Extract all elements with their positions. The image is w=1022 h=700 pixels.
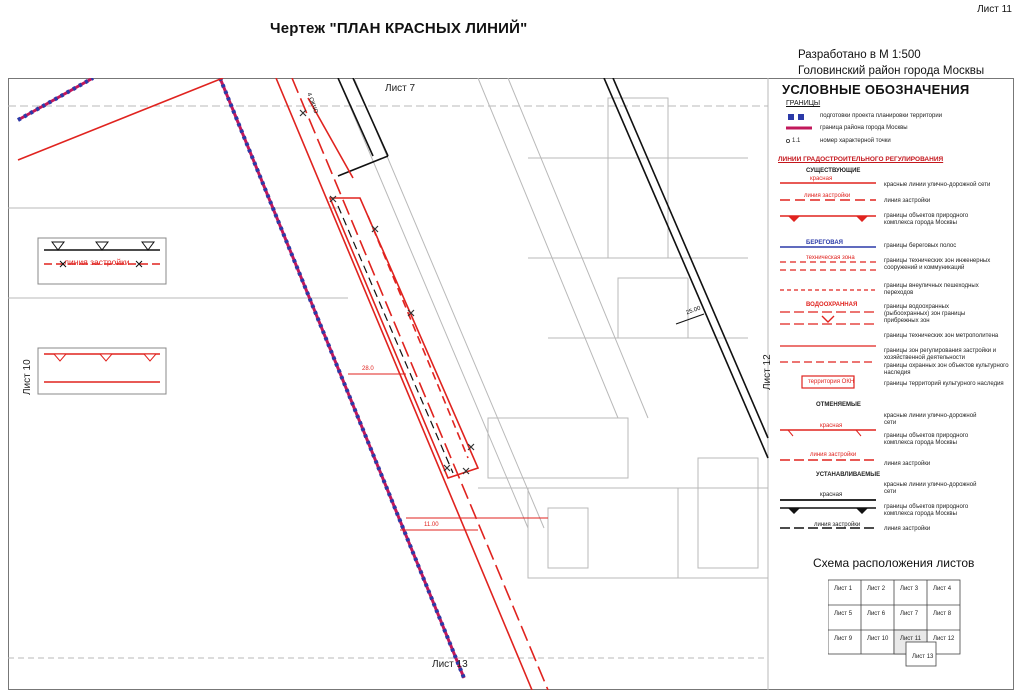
scheme-cell-8: Лист 8: [933, 611, 952, 617]
legend-cancelled-tag-building: линия застройки: [810, 452, 857, 458]
legend-cancelled-heading: ОТМЕНЯЕМЫЕ: [816, 402, 861, 408]
legend-tag-okn: территория ОКН: [808, 379, 855, 385]
scheme-cell-10: Лист 10: [867, 636, 889, 642]
scheme-cell-12: Лист 12: [933, 636, 955, 642]
scheme-cell-9: Лист 9: [834, 636, 853, 642]
street-fragment: 4 ОКЧО: [305, 92, 319, 115]
legend-lines-heading: ЛИНИИ ГРАДОСТРОИТЕЛЬНОГО РЕГУЛИРОВАНИЯ: [778, 156, 944, 163]
legend-border-project: подготовки проекта планировки территории: [820, 113, 943, 119]
adjacent-sheet-right: Лист 12: [762, 354, 773, 390]
scheme-cell-7: Лист 7: [900, 611, 919, 617]
legend-existing-red: красные линии улично-дорожной сети: [884, 182, 991, 188]
scheme-cell-2: Лист 2: [867, 586, 886, 592]
legend-existing-heritage: границы территорий культурного наследия: [884, 381, 1004, 387]
legend-cancelled-red: красные линии улично-дорожной сети: [884, 413, 977, 426]
adjacent-sheet-top: Лист 7: [385, 83, 416, 94]
road-lines: [338, 78, 768, 458]
sheet-number: Лист 11: [977, 4, 1012, 15]
legend-new-tag-building: линия застройки: [814, 522, 861, 528]
dimension-25: 25.00: [685, 305, 702, 317]
legend-new-heading: УСТАНАВЛИВАЕМЫЕ: [816, 472, 881, 478]
legend-existing-bank: границы береговых полос: [884, 243, 957, 249]
scheme-cell-5: Лист 5: [834, 611, 853, 617]
legend-tag-water: ВОДООХРАННАЯ: [806, 302, 858, 308]
legend-cancelled-building: линия застройки: [884, 461, 931, 467]
scale-line: Разработано в М 1:500: [798, 49, 921, 61]
legend-point-label: 1.1: [792, 138, 801, 144]
legend-existing-regulation: границы зон регулирования застройки и хозяйственной деятельности: [884, 348, 997, 361]
legend-tag-red: красная: [810, 176, 833, 182]
legend-panel: [776, 80, 1012, 536]
inset-building-line-new: [38, 348, 166, 394]
legend-existing-metro: границы технических зон метрополитена: [884, 333, 999, 339]
legend-existing-water: границы водоохранных (рыбоохранных) зон границы прибрежных зон: [884, 304, 966, 324]
scheme-cell-1: Лист 1: [834, 586, 853, 592]
legend-border-district: граница района города Москвы: [820, 125, 908, 131]
scheme-cell-11: Лист 11: [900, 636, 921, 642]
legend-existing-nature: границы объектов природного комплекса города Москвы: [884, 213, 969, 226]
dimension-marks: [348, 374, 478, 530]
legend-tag-bank: БЕРЕГОВАЯ: [806, 240, 843, 246]
dim-mark-25: [676, 314, 704, 324]
legend-existing-crossing: границы внеуличных пешеходных переходов: [884, 283, 979, 296]
legend-borders-heading: ГРАНИЦЫ: [786, 100, 821, 107]
scale-note: [798, 47, 984, 79]
dimension-28: 28.0: [362, 366, 374, 372]
characteristic-points: [300, 110, 474, 474]
scheme-cell-13: Лист 13: [912, 654, 934, 660]
legend-existing-tech: границы технических зон инженерных сооружений и коммуникаций: [884, 258, 991, 271]
legend-tag-building: линия застройки: [804, 193, 851, 199]
scheme-cell-4: Лист 4: [933, 586, 952, 592]
legend-new-red: красные линии улично-дорожной сети: [884, 482, 977, 495]
legend-cancelled-tag-red: красная: [820, 423, 843, 429]
legend-existing-heading: СУЩЕСТВУЮЩИЕ: [806, 168, 861, 174]
sheet-scheme-title: Схема расположения листов: [813, 556, 975, 570]
legend-border-point: номер характерной точки: [820, 138, 891, 144]
legend-existing-protection: границы охранных зон объектов культурного наследия: [884, 363, 1009, 376]
legend-new-tag-red: красная: [820, 492, 843, 498]
legend-new-nature: границы объектов природного комплекса города Москвы: [884, 504, 969, 517]
district-line: Головинский район города Москвы: [798, 65, 985, 77]
sheet-scheme-grid: [828, 578, 968, 682]
scheme-cell-3: Лист 3: [900, 586, 919, 592]
dimension-11: 11.00: [424, 522, 439, 528]
legend-tag-tech: техническая зона: [806, 255, 855, 261]
adjacent-sheet-bottom: Лист 13: [432, 659, 468, 670]
legend-new-building: линия застройки: [884, 526, 931, 532]
legend-cancelled-nature: границы объектов природного комплекса города Москвы: [884, 433, 969, 446]
drawing-title: Чертеж "ПЛАН КРАСНЫХ ЛИНИЙ": [270, 20, 528, 37]
legend-existing-building: линия застройки: [884, 198, 931, 204]
scheme-cell-6: Лист 6: [867, 611, 886, 617]
inset-building-line-label: линия застройки: [64, 257, 130, 267]
adjacent-sheet-left: Лист 10: [22, 359, 33, 395]
legend-title: УСЛОВНЫЕ ОБОЗНАЧЕНИЯ: [782, 82, 970, 97]
